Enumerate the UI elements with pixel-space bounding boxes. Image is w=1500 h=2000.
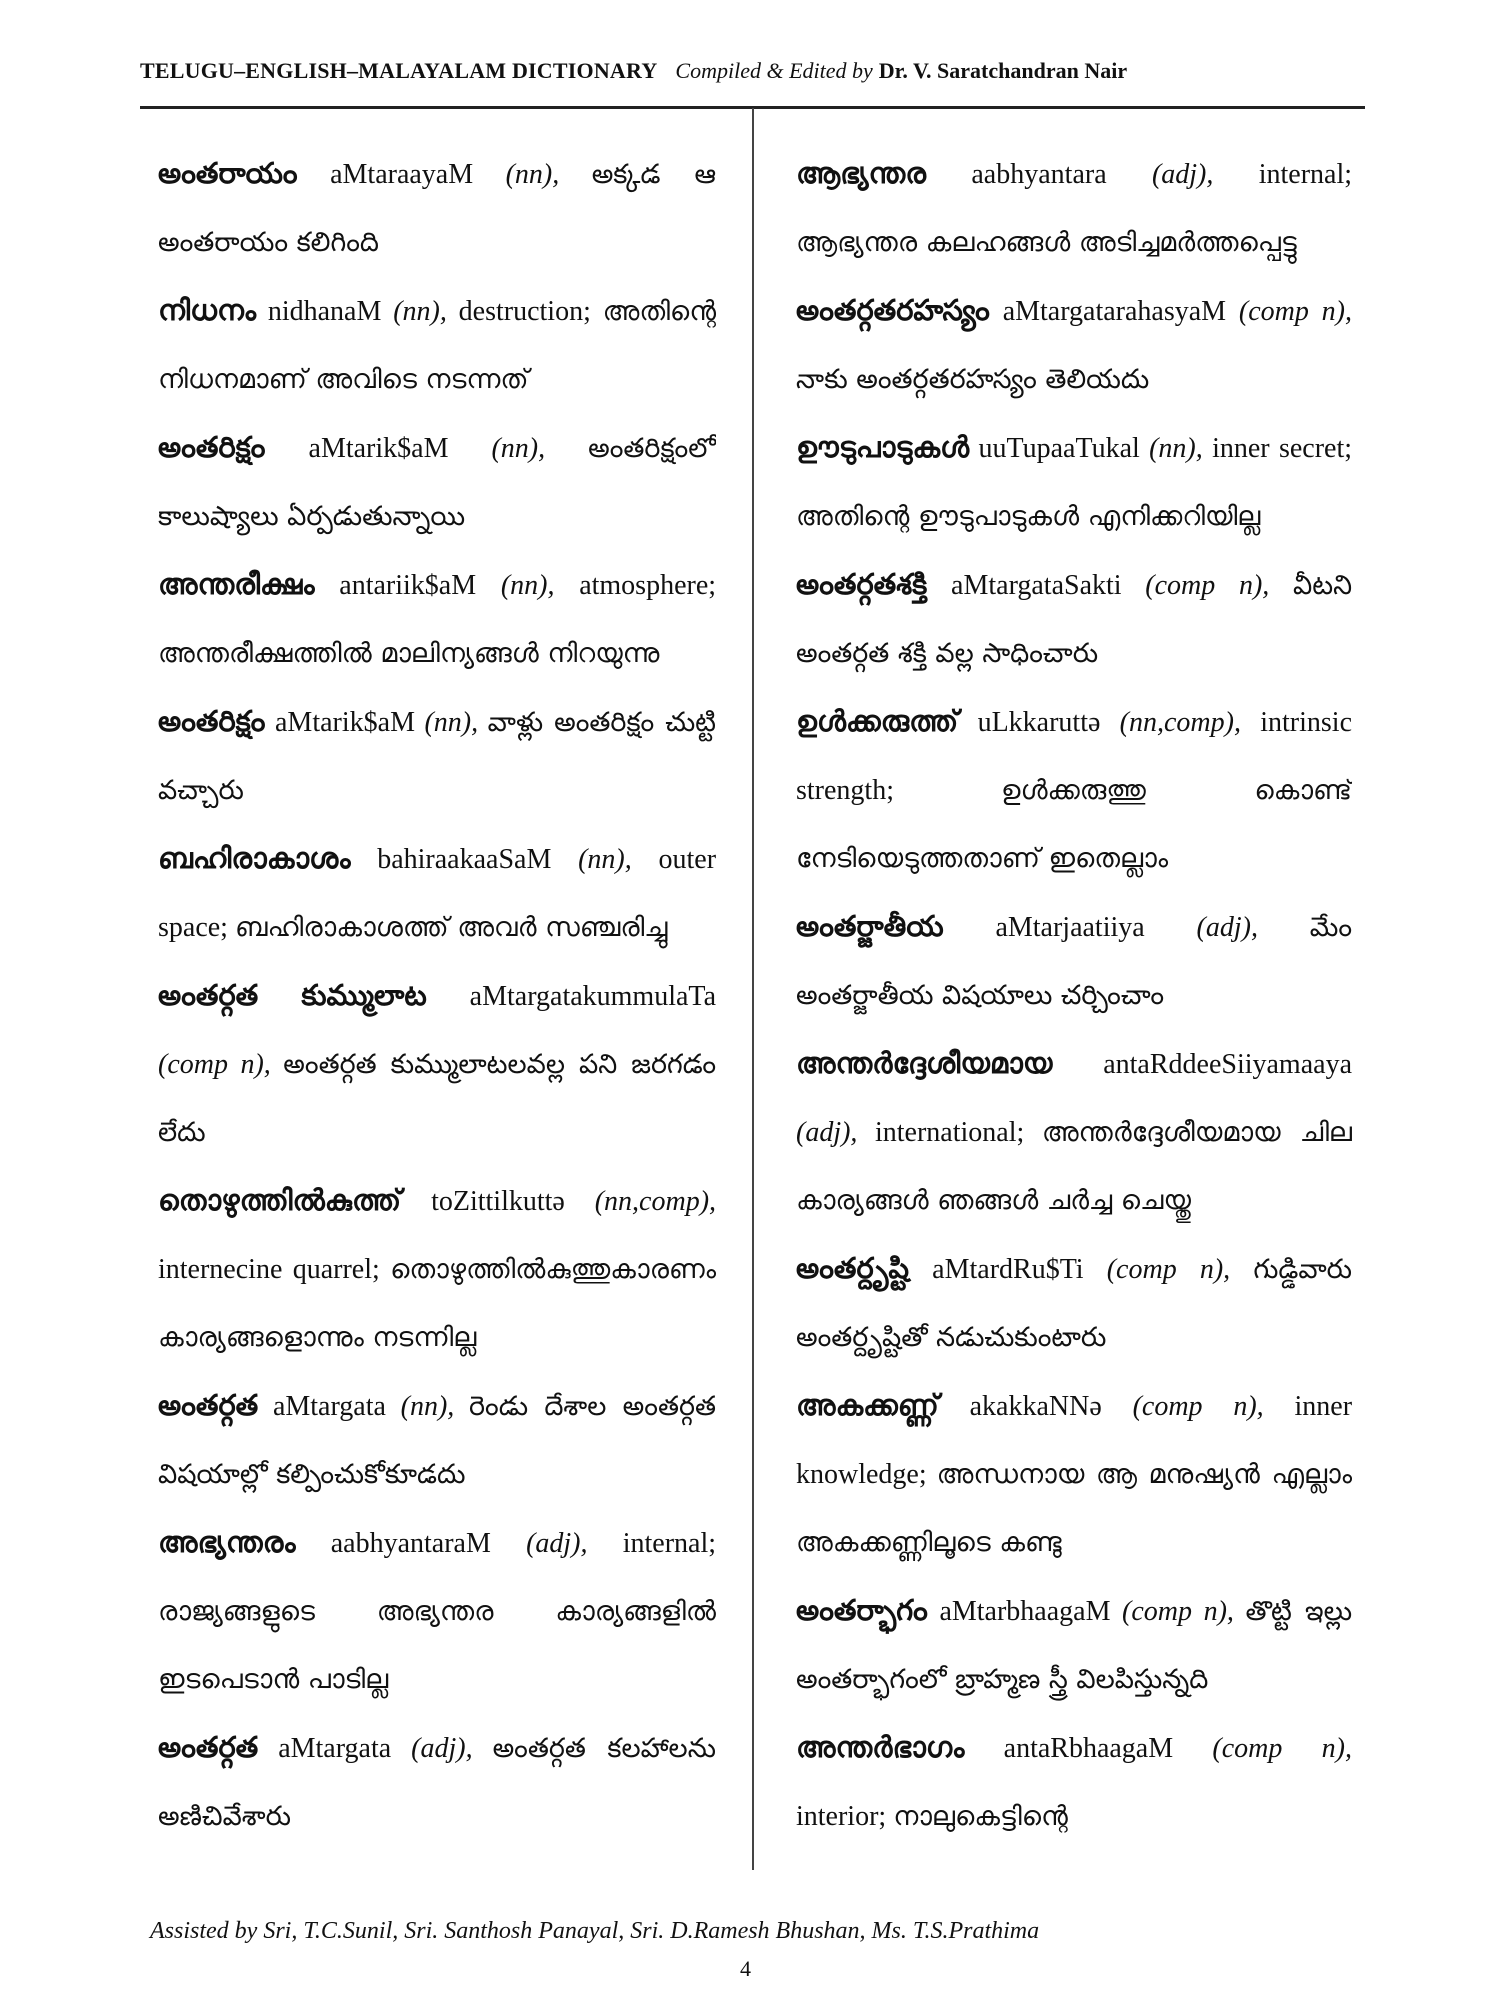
entry-pos: (nn), — [1149, 433, 1203, 464]
entry-pos: (adj), — [1196, 912, 1258, 943]
entry-gloss: atmosphere; — [579, 570, 716, 601]
compiled-by-label: Compiled & Edited by — [675, 58, 873, 83]
entry-transliteration: antaRbhaagaM — [1003, 1733, 1174, 1764]
entry-headword: അകക്കണ്ണ് — [796, 1390, 939, 1422]
entry-gloss: intrinsic strength; — [796, 707, 1352, 806]
dictionary-entry — [158, 825, 716, 962]
entry-transliteration: aMtargata — [278, 1733, 392, 1764]
entry-pos: (comp n), — [158, 1049, 271, 1080]
dictionary-entry — [796, 277, 1352, 414]
page-number: 4 — [740, 1956, 751, 1981]
entry-example: నాకు అంతర్గతరహస్యం తెలియదు — [796, 364, 1150, 395]
entry-example: ബഹിരാകാശത്ത് അവർ സഞ്ചരിച്ചു — [234, 912, 668, 943]
entry-headword: అంతర్గత — [158, 1390, 259, 1422]
entry-transliteration: akakkaNNə — [969, 1391, 1102, 1422]
entry-example: తొట్టి ఇల్లు అంతర్భాగంలో బ్రాహ్మణ స్త్రీ విలపిస్తున్నది — [796, 1596, 1352, 1695]
entry-headword: అంతర్గతశక్తి — [796, 569, 928, 601]
entry-headword: అంతర్భాగం — [796, 1595, 928, 1627]
entry-pos: (adj), — [1151, 159, 1214, 190]
entry-headword: തൊഴുത്തിൽകുത്ത് — [158, 1185, 402, 1217]
entry-headword: అంతర్గత — [158, 1732, 259, 1764]
entry-example: അതിന്റെ ഊടുപാടുകൾ എനിക്കറിയില്ല — [796, 501, 1261, 532]
entry-pos: (nn), — [393, 296, 447, 327]
entry-gloss: outer space; — [158, 844, 716, 943]
entry-transliteration: nidhanaM — [267, 296, 382, 327]
entry-example: వాళ్లు అంతరిక్షం చుట్టి వచ్చారు — [158, 707, 716, 806]
entry-transliteration: aMtarik$aM — [275, 707, 415, 738]
dictionary-entry — [158, 277, 716, 414]
entry-example: అంతర్గత కలహాలను అణిచివేశారు — [158, 1733, 716, 1832]
column-divider — [752, 108, 754, 1870]
footer-credits: Assisted by Sri, T.C.Sunil, Sri. Santhosh Panayal, Sri. D.Ramesh Bhushan, Ms. T.S.Prathima — [150, 1918, 1040, 1944]
entry-headword: അന്തരീക്ഷം — [158, 569, 315, 601]
entry-headword: అంతర్దృష్టి — [796, 1253, 910, 1285]
entry-transliteration: aMtargatakummulaTa — [469, 981, 716, 1012]
entry-transliteration: aMtarik$aM — [308, 433, 449, 464]
entry-pos: (nn,comp), — [594, 1186, 716, 1217]
entry-transliteration: antaRddeeSiiyamaaya — [1103, 1049, 1352, 1080]
entry-headword: ഊടുപാടുകൾ — [796, 432, 970, 464]
entry-headword: അന്തർഭാഗം — [796, 1732, 965, 1764]
dictionary-entry — [158, 1372, 716, 1509]
entry-headword: ബഹിരാകാശം — [158, 843, 351, 875]
dictionary-entry — [158, 688, 716, 825]
dictionary-entry — [796, 1235, 1352, 1372]
entry-pos: (nn), — [400, 1391, 455, 1422]
entry-headword: అంతర్జాతీయ — [796, 911, 944, 943]
entry-headword: అంతర్గతరహస్యం — [796, 295, 990, 327]
entry-pos: (adj), — [526, 1528, 588, 1559]
entry-example: അതിന്റെ നിധനമാണ് അവിടെ നടന്നത് — [158, 296, 716, 395]
dictionary-entry — [158, 1167, 716, 1372]
dictionary-entry — [158, 1509, 716, 1714]
entry-example: അന്ധനായ ആ മനുഷ്യൻ എല്ലാം അകക്കണ്ണിലൂടെ കണ്ടു — [796, 1459, 1352, 1558]
entry-gloss: international; — [874, 1117, 1025, 1148]
entry-gloss: internal; — [622, 1528, 716, 1559]
entry-transliteration: aabhyantara — [971, 159, 1107, 190]
page-header — [140, 58, 1360, 84]
entry-pos: (comp n), — [1132, 1391, 1264, 1422]
dictionary-entry — [796, 1030, 1352, 1235]
entry-example: അന്തരീക്ഷത്തിൽ മാലിന്യങ്ങൾ നിറയുന്നു — [158, 638, 660, 669]
entry-pos: (adj), — [796, 1117, 858, 1148]
dictionary-entry — [796, 1714, 1352, 1851]
entry-headword: അഭ്യന്തരം — [158, 1527, 296, 1559]
entry-transliteration: uuTupaaTukal — [978, 433, 1140, 464]
entry-transliteration: aMtargata — [272, 1391, 386, 1422]
entry-pos: (nn), — [578, 844, 632, 875]
entry-pos: (nn), — [491, 433, 546, 464]
entry-pos: (nn), — [505, 159, 560, 190]
dictionary-title: TELUGU–ENGLISH–MALAYALAM DICTIONARY — [140, 58, 658, 83]
entry-headword: అంతరిక్షం — [158, 432, 266, 464]
entry-pos: (comp n), — [1106, 1254, 1231, 1285]
entry-transliteration: aMtaraayaM — [330, 159, 474, 190]
entry-example: നാലുകെട്ടിന്റെ — [893, 1801, 1068, 1832]
dictionary-entry — [796, 1372, 1352, 1577]
entry-transliteration: aabhyantaraM — [330, 1528, 491, 1559]
entry-example: అక్కడ ఆ అంతరాయం కలిగింది — [158, 159, 716, 258]
dictionary-entry — [796, 140, 1352, 277]
entry-transliteration: bahiraakaaSaM — [377, 844, 552, 875]
entry-transliteration: aMtardRu$Ti — [932, 1254, 1084, 1285]
entry-gloss: interior; — [796, 1801, 887, 1832]
dictionary-entry — [796, 414, 1352, 551]
entry-gloss: internal; — [1258, 159, 1352, 190]
left-column — [158, 140, 716, 1860]
entry-transliteration: aMtargatarahasyaM — [1002, 296, 1227, 327]
entry-transliteration: toZittilkuttə — [431, 1186, 565, 1217]
dictionary-entry — [796, 688, 1352, 893]
entry-headword: అంతరాయం — [158, 158, 298, 190]
entry-gloss: destruction; — [458, 296, 591, 327]
entry-headword: అంతరిక్షం — [158, 706, 266, 738]
entry-gloss: inner secret; — [1212, 433, 1352, 464]
entry-headword: ഉൾക്കരുത്ത് — [796, 706, 959, 738]
entry-transliteration: uLkkaruttə — [977, 707, 1101, 738]
entry-headword: നിധനം — [158, 295, 257, 327]
entry-gloss: inner knowledge; — [796, 1391, 1352, 1490]
entry-pos: (nn,comp), — [1119, 707, 1241, 738]
entry-headword: അന്തർദ്ദേശീയമായ — [796, 1048, 1053, 1080]
right-column — [796, 140, 1352, 1860]
entry-headword: ആഭ്യന്തര — [796, 158, 927, 190]
entry-transliteration: aMtargataSakti — [951, 570, 1122, 601]
entry-transliteration: antariik$aM — [339, 570, 477, 601]
entry-example: మేం అంతర్జాతీయ విషయాలు చర్చించాం — [796, 912, 1352, 1011]
dictionary-entry — [158, 962, 716, 1167]
entry-example: అంతరిక్షంలో కాలుష్యాలు ఏర్పడుతున్నాయి — [158, 433, 716, 532]
entry-pos: (nn), — [424, 707, 479, 738]
entry-headword: అంతర్గత కుమ్ములాట — [158, 980, 427, 1012]
entry-pos: (comp n), — [1238, 296, 1352, 327]
dictionary-entry — [796, 893, 1352, 1030]
dictionary-entry — [158, 414, 716, 551]
entry-example: രാജ്യങ്ങളുടെ അഭ്യന്തര കാര്യങ്ങളിൽ ഇടപെടാൻ പാടില്ല — [158, 1596, 716, 1695]
dictionary-entry — [158, 1714, 716, 1851]
author-name: Dr. V. Saratchandran Nair — [878, 58, 1128, 83]
dictionary-entry — [796, 551, 1352, 688]
entry-example: തൊഴുത്തിൽകുത്തുകാരണം കാര്യങ്ങളൊന്നും നടന്നില്ല — [158, 1254, 716, 1353]
entry-example: അന്തർദ്ദേശീയമായ ചില കാര്യങ്ങൾ ഞങ്ങൾ ചർച്ച ചെയ്തു — [796, 1117, 1352, 1216]
entry-pos: (comp n), — [1212, 1733, 1352, 1764]
entry-example: అంతర్గత కుమ్ములాటలవల్ల పని జరగడం లేదు — [158, 1049, 716, 1148]
entry-transliteration: aMtarbhaagaM — [939, 1596, 1111, 1627]
entry-pos: (comp n), — [1122, 1596, 1234, 1627]
dictionary-entry — [158, 140, 716, 277]
dictionary-entry — [796, 1577, 1352, 1714]
entry-pos: (comp n), — [1145, 570, 1270, 601]
dictionary-entry — [158, 551, 716, 688]
entry-example: ആഭ്യന്തര കലഹങ്ങൾ അടിച്ചമർത്തപ്പെട്ടു — [796, 227, 1297, 258]
entry-example: రెండు దేశాల అంతర్గత విషయాల్లో కల్పించుకోకూడదు — [158, 1391, 716, 1490]
entry-transliteration: aMtarjaatiiya — [995, 912, 1145, 943]
entry-pos: (adj), — [411, 1733, 473, 1764]
entry-pos: (nn), — [500, 570, 555, 601]
entry-example: వీటని అంతర్గత శక్తి వల్ల సాధించారు — [796, 570, 1352, 669]
entry-gloss: internecine quarrel; — [158, 1254, 380, 1285]
entry-example: ഉൾക്കരുത്തു കൊണ്ട് നേടിയെടുത്തതാണ് ഇതെല്ലാം — [796, 775, 1352, 874]
entry-example: గుడ్డివారు అంతర్దృష్టితో నడుచుకుంటారు — [796, 1254, 1352, 1353]
